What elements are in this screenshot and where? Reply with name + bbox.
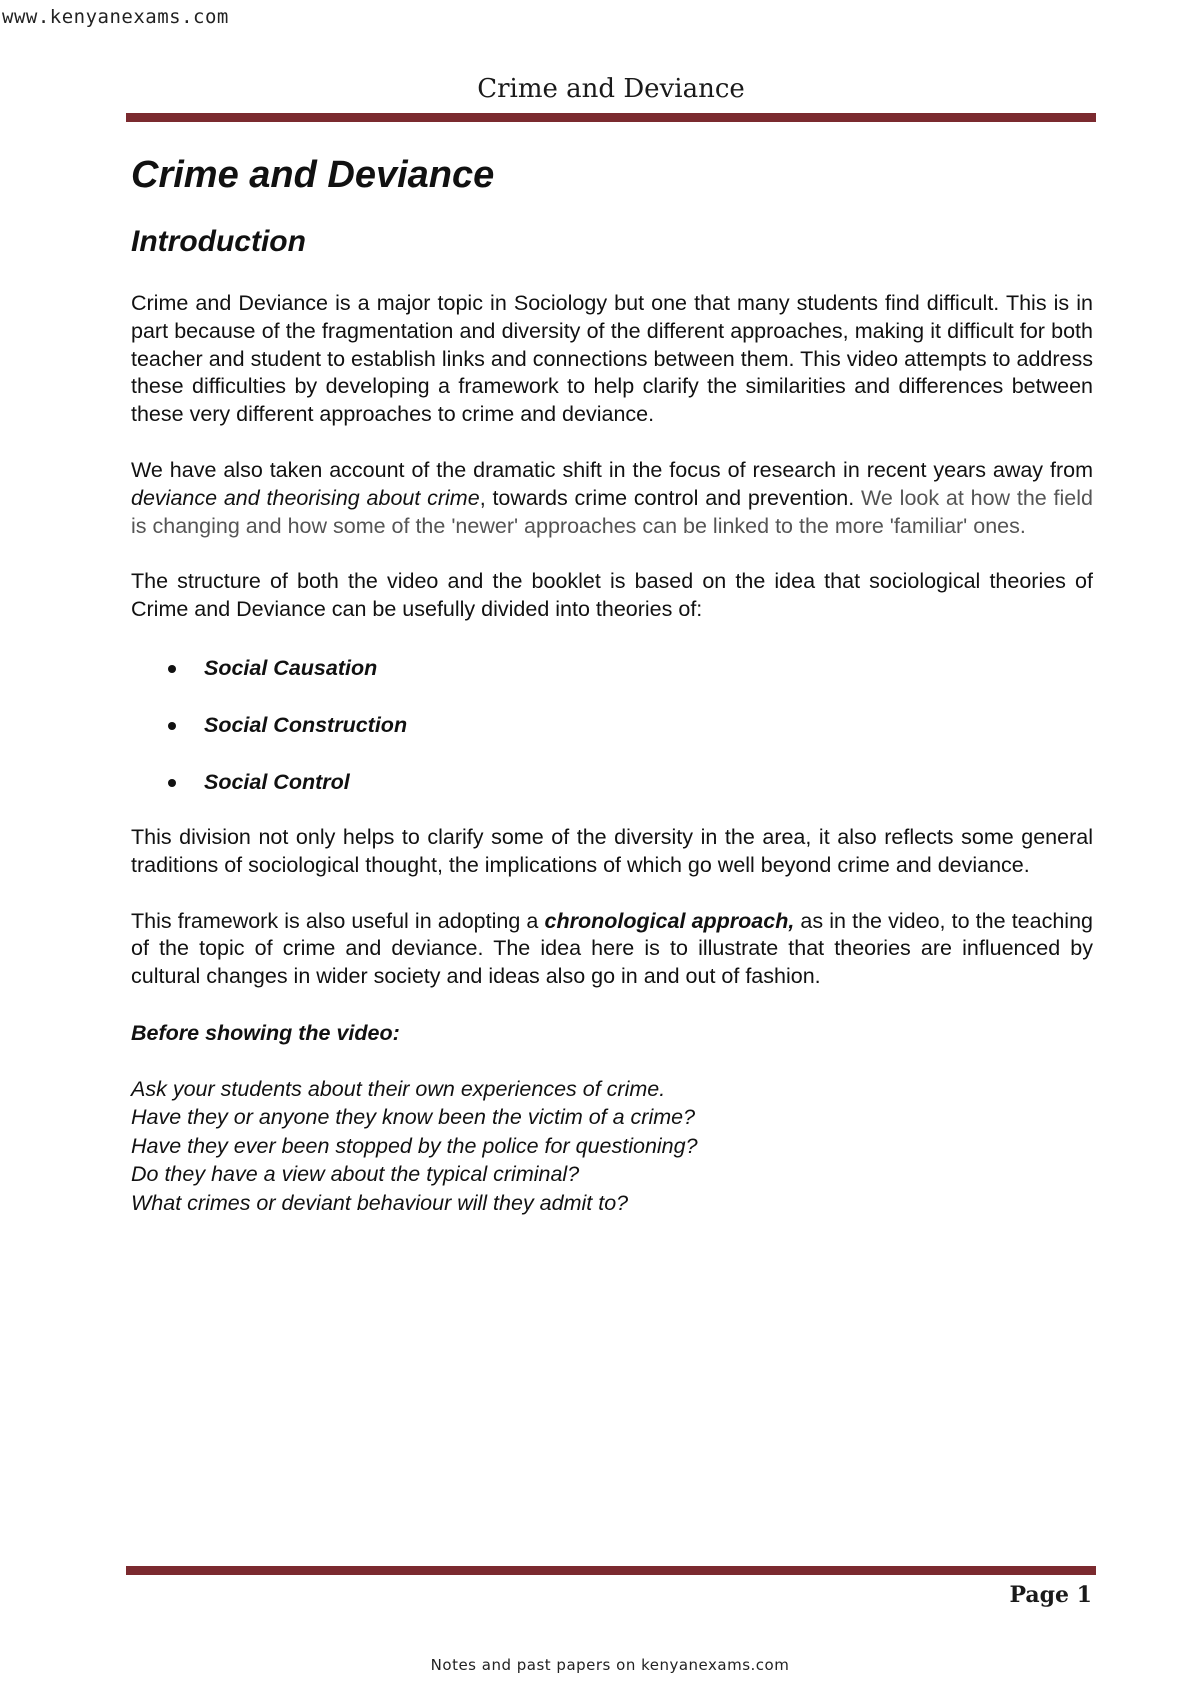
introduction-heading: Introduction bbox=[131, 225, 306, 258]
footer-rule bbox=[126, 1566, 1096, 1575]
page-content bbox=[131, 150, 1093, 1217]
bullet-icon bbox=[168, 722, 176, 730]
paragraph-2-emphasis: deviance and theorising about crime bbox=[131, 485, 480, 510]
paragraph-5-text-a: This framework is also useful in adopting a bbox=[131, 908, 545, 933]
question-line: Do they have a view about the typical criminal? bbox=[131, 1162, 580, 1187]
intro-paragraph-5 bbox=[131, 908, 1093, 991]
paragraph-2-text-a: We have also taken account of the dramatic shift in the focus of research in recent years away from bbox=[131, 457, 1093, 482]
intro-paragraph-4: This division not only helps to clarify some of the diversity in the area, it also reflects some general traditions of sociological thought, the implications of which go well beyond crime and deviance. bbox=[131, 824, 1093, 877]
paragraph-5-text-c: as in the video, to the teaching of the topic of crime and deviance. The idea here is to illustrate that theories are influenced by cultural changes in wider society and ideas also go in and out of fashion. bbox=[131, 908, 1093, 989]
paragraph-2-text-c: , towards crime control and prevention. bbox=[479, 485, 862, 510]
header-rule bbox=[126, 113, 1096, 122]
question-line: What crimes or deviant behaviour will they admit to? bbox=[131, 1190, 629, 1215]
paragraph-5-emphasis: chronological approach, bbox=[544, 908, 795, 933]
list-item bbox=[131, 654, 1093, 682]
intro-paragraph-3: The structure of both the video and the booklet is based on the idea that sociological theories of Crime and Deviance can be usefully divided into theories of: bbox=[131, 569, 1093, 622]
before-video-heading: Before showing the video: bbox=[131, 1020, 400, 1045]
footer-note: Notes and past papers on kenyanexams.com bbox=[430, 1656, 790, 1674]
theory-label: Social Construction bbox=[204, 712, 408, 737]
list-item bbox=[131, 768, 1093, 796]
bullet-icon bbox=[168, 779, 176, 787]
question-line: Ask your students about their own experiences of crime. bbox=[131, 1076, 666, 1101]
intro-paragraph-2 bbox=[131, 457, 1093, 540]
discussion-questions bbox=[131, 1075, 1093, 1218]
page-number: Page 1 bbox=[1009, 1582, 1092, 1608]
bullet-icon bbox=[168, 665, 176, 673]
intro-paragraph-1: Crime and Deviance is a major topic in Sociology but one that many students find difficult. This is in part because of the fragmentation and diversity of the different approaches, making it difficult for both teacher and student to establish links and connections between them. This video attempts to address these difficulties by developing a framework to help clarify the similarities and differences between these very different approaches to crime and deviance. bbox=[131, 291, 1093, 427]
question-line: Have they ever been stopped by the police for questioning? bbox=[131, 1133, 698, 1158]
running-header-title: Crime and Deviance bbox=[477, 74, 745, 104]
theory-label: Social Causation bbox=[204, 655, 378, 680]
list-item bbox=[131, 711, 1093, 739]
theories-list bbox=[131, 654, 1093, 796]
document-title: Crime and Deviance bbox=[131, 154, 495, 196]
theory-label: Social Control bbox=[204, 769, 350, 794]
question-line: Have they or anyone they know been the victim of a crime? bbox=[131, 1105, 696, 1130]
watermark-url: www.kenyanexams.com bbox=[2, 6, 229, 28]
paragraph-2-text-d: We look at how the field is changing and how some of the 'newer' approaches can be linked to the more 'familiar' ones. bbox=[131, 485, 1093, 538]
